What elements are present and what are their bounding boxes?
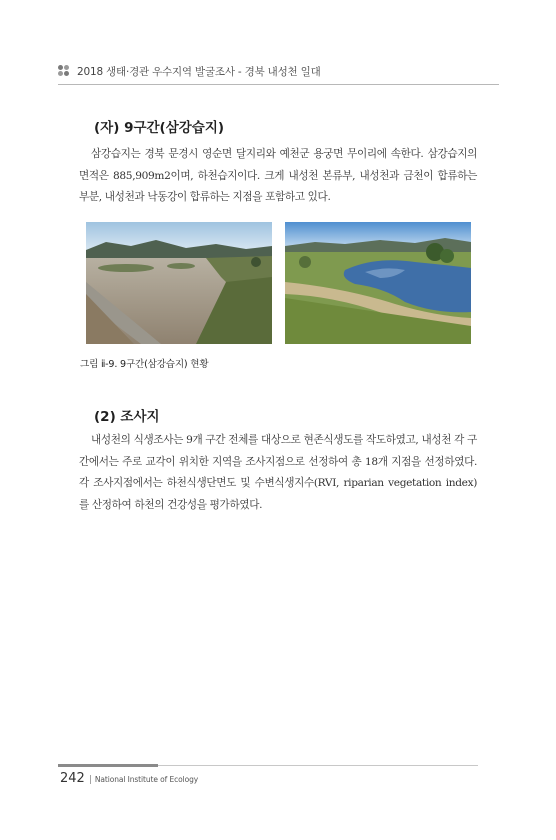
page-number: 242 — [60, 771, 85, 786]
section-paragraph: 삼강습지는 경북 문경시 영순면 달지리와 예천군 용궁면 무이리에 속한다. 삼강습지의 면적은 885,909m2이며, 하천습지이다. 크게 내성천 본류부, 내성천과 금천이 합류하는 부분, 내성천과 낙동강이 합류하는 지점을 포함하고 있다. — [79, 148, 477, 203]
wetland-pond-photo — [285, 222, 471, 344]
subsection-paragraph: 내성천의 식생조사는 9개 구간 전체를 대상으로 현존식생도를 작도하였고, 내성천 각 구간에서는 주로 교각이 위치한 지역을 조사지점으로 선정하여 총 18개 지점을 선정하였다. 각 조사지점에서는 하천식생단면도 및 수변식생지수(RVI, riparian vegetation index)를 산정하여 하천의 건강성을 평가하였다. — [79, 434, 477, 511]
footer-accent-rule — [58, 764, 158, 767]
running-header — [58, 62, 498, 80]
figure-caption: 그림 ⅱ-9. 9구간(삼강습지) 현황 — [80, 359, 209, 370]
organization-name: National Institute of Ecology — [94, 775, 199, 784]
footer-divider — [158, 765, 478, 766]
section-title: (자) 9구간(삼강습지) — [94, 120, 225, 136]
running-title: 2018 생태·경관 우수지역 발굴조사 - 경북 내성천 일대 — [77, 65, 321, 78]
page-footer — [60, 771, 198, 786]
flooded-river-photo — [86, 222, 272, 344]
footer-separator: | — [88, 775, 92, 785]
subsection-title: (2) 조사지 — [94, 409, 160, 425]
header-divider — [58, 84, 499, 85]
bullet-dots-icon — [58, 64, 72, 78]
